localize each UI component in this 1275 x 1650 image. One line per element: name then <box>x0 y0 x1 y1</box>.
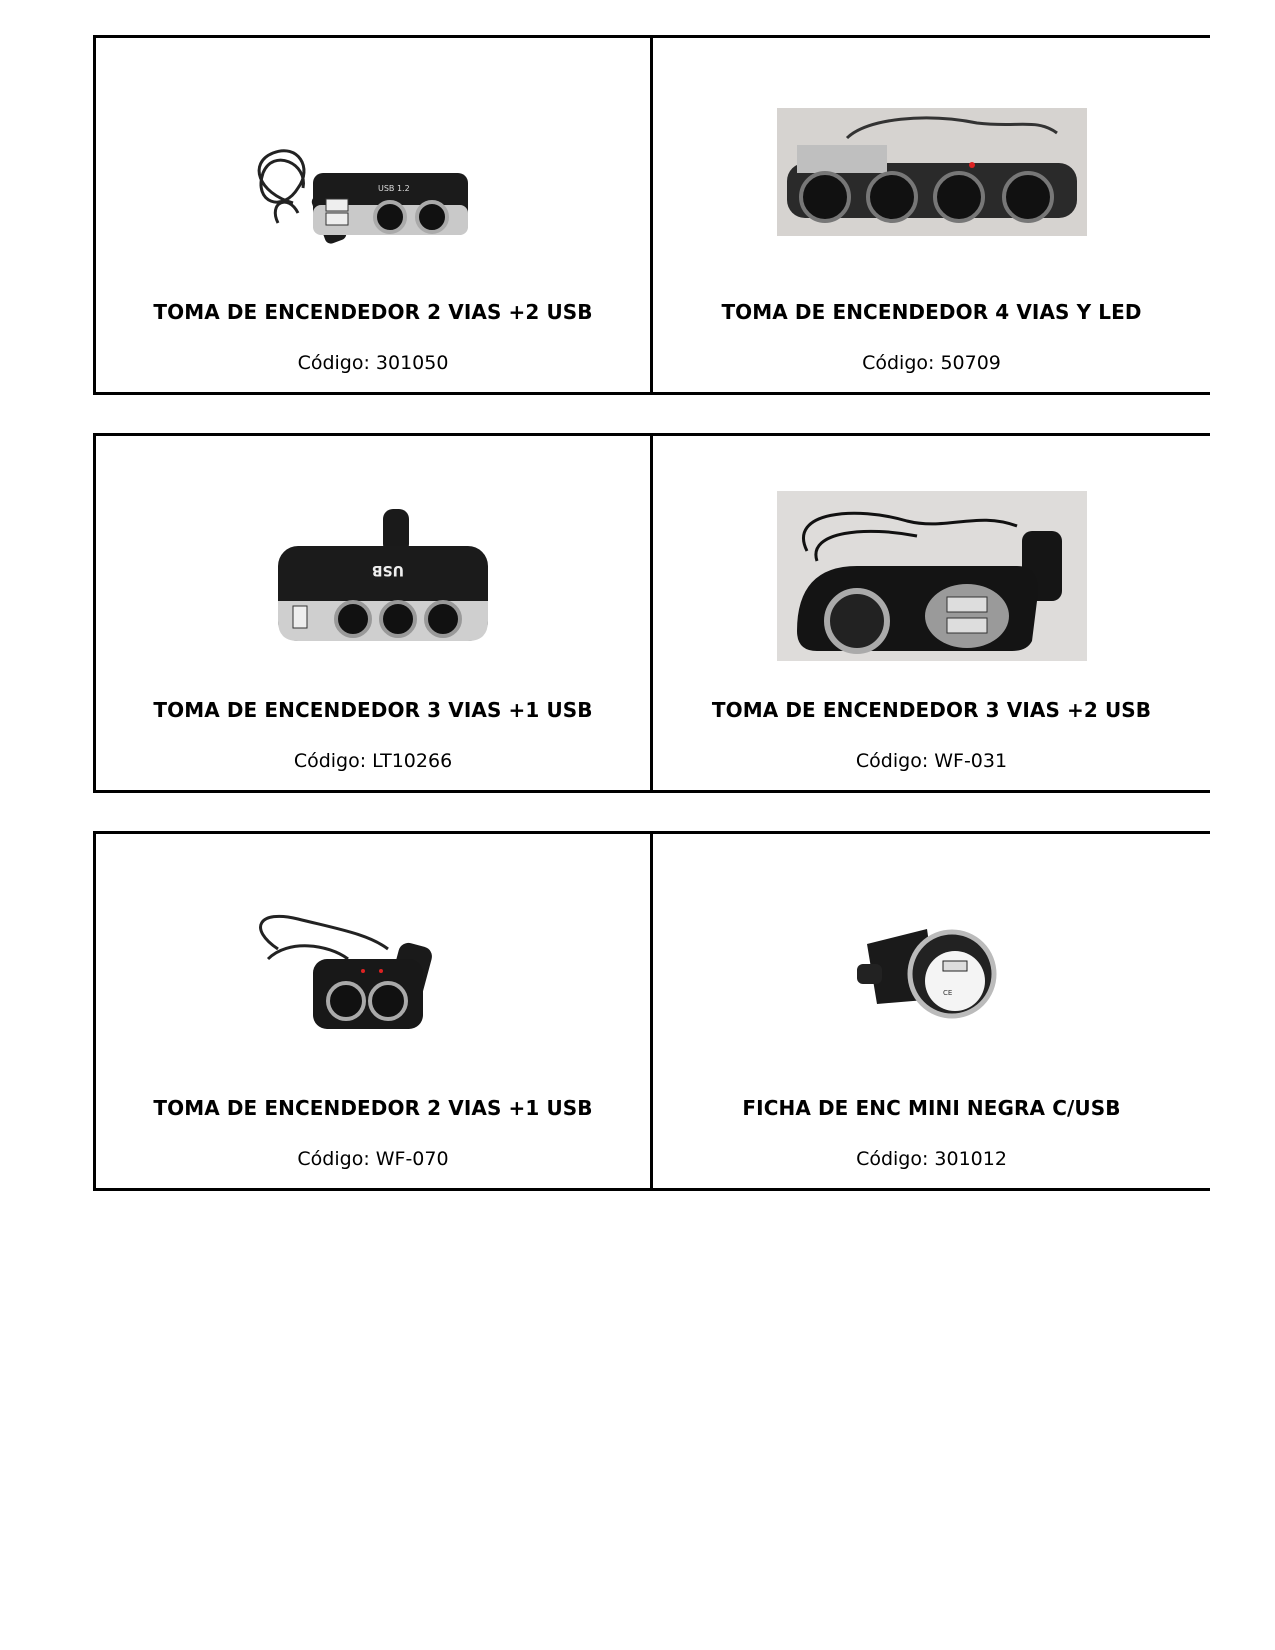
mini-usb-plug-icon <box>777 889 1087 1059</box>
product-card <box>93 35 653 395</box>
quad-socket-led-icon <box>777 93 1087 263</box>
product-name: TOMA DE ENCENDEDOR 2 VIAS +2 USB <box>153 300 593 324</box>
product-name: TOMA DE ENCENDEDOR 3 VIAS +1 USB <box>153 698 593 722</box>
product-card <box>93 831 653 1191</box>
triple-socket-usb-icon <box>218 491 528 661</box>
code-label: Código: <box>297 1148 370 1170</box>
code-value: WF-070 <box>375 1148 449 1170</box>
code-label: Código: <box>856 1148 929 1170</box>
product-name: FICHA DE ENC MINI NEGRA C/USB <box>742 1096 1121 1120</box>
code-value: 50709 <box>940 352 1001 374</box>
product-name: TOMA DE ENCENDEDOR 3 VIAS +2 USB <box>711 698 1152 722</box>
code-label: Código: <box>297 352 370 374</box>
product-code <box>96 352 650 374</box>
svg-text:USB: USB <box>371 562 404 578</box>
code-value: 301012 <box>934 1148 1007 1170</box>
svg-text:CE: CE <box>942 989 952 997</box>
product-card <box>650 831 1210 1191</box>
code-label: Código: <box>862 352 935 374</box>
svg-text:USB 1.2: USB 1.2 <box>378 184 410 193</box>
socket-dual-usb-icon <box>777 491 1087 661</box>
product-name: TOMA DE ENCENDEDOR 2 VIAS +1 USB <box>153 1096 593 1120</box>
twin-socket-2usb-icon <box>218 93 528 263</box>
product-card <box>93 433 653 793</box>
product-code <box>96 1148 650 1170</box>
product-card <box>650 433 1210 793</box>
product-code <box>96 750 650 772</box>
twin-socket-plug-icon <box>218 889 528 1059</box>
code-value: WF-031 <box>934 750 1008 772</box>
code-label: Código: <box>293 750 367 772</box>
code-label: Código: <box>855 750 929 772</box>
product-code <box>653 352 1210 374</box>
product-code <box>653 1148 1210 1170</box>
product-code <box>653 750 1210 772</box>
code-value: LT10266 <box>372 750 453 772</box>
product-name: TOMA DE ENCENDEDOR 4 VIAS Y LED <box>721 300 1142 324</box>
code-value: 301050 <box>375 352 449 374</box>
product-card <box>650 35 1210 395</box>
